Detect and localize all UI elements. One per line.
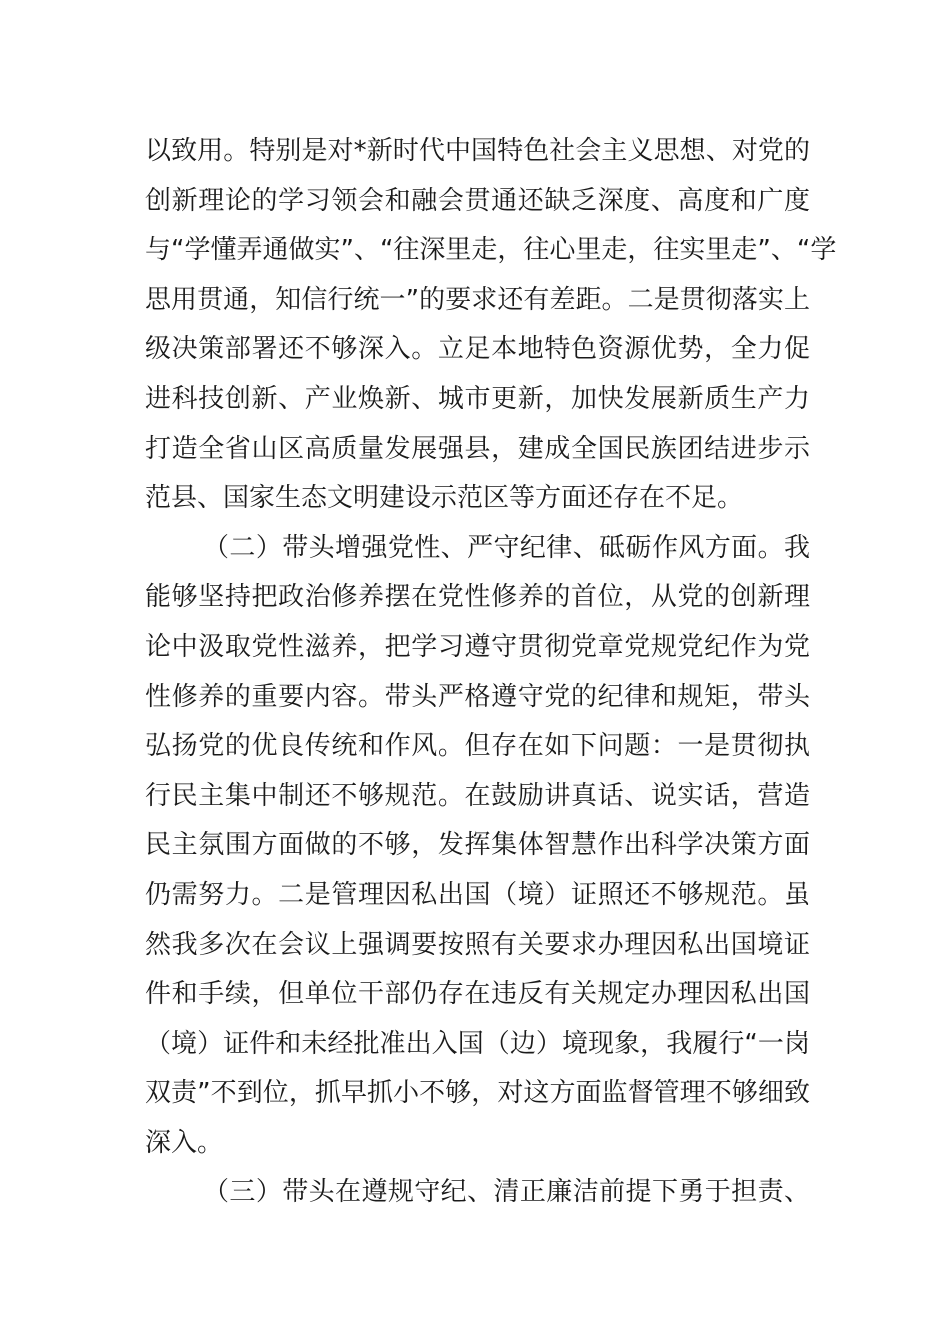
- text-line: 与“学懂弄通做实”、“往深里走，往心里走，往实里走”、“学: [145, 235, 837, 266]
- text-line: 打造全省山区高质量发展强县，建成全国民族团结进步示: [145, 433, 810, 464]
- section-heading-2: （二）带头增强党性、严守纪律、砥砺作风方面。我: [203, 532, 810, 563]
- text-line: 仍需努力。二是管理因私出国（境）证照还不够规范。虽: [145, 879, 810, 910]
- text-line: 深入。: [145, 1127, 224, 1158]
- text-line: 以致用。特别是对*新时代中国特色社会主义思想、对党的: [145, 136, 810, 166]
- text-line: （境）证件和未经批准出入国（边）境现象，我履行“一岗: [145, 1028, 810, 1059]
- text-line: 创新理论的学习领会和融会贯通还缺乏深度、高度和广度: [145, 185, 810, 216]
- text-line: 双责”不到位，抓早抓小不够，对这方面监督管理不够细致: [145, 1078, 810, 1109]
- section-heading-3: （三）带头在遵规守纪、清正廉洁前提下勇于担责、: [203, 1177, 810, 1208]
- text-line: 件和手续，但单位干部仍存在违反有关规定办理因私出国: [145, 979, 810, 1010]
- text-line: 级决策部署还不够深入。立足本地特色资源优势，全力促: [145, 334, 810, 365]
- text-line: 范县、国家生态文明建设示范区等方面还存在不足。: [145, 483, 744, 514]
- text-line: 进科技创新、产业焕新、城市更新，加快发展新质生产力: [145, 383, 810, 414]
- text-line: 弘扬党的优良传统和作风。但存在如下问题：一是贯彻执: [145, 731, 810, 762]
- text-line: 思用贯通，知信行统一”的要求还有差距。二是贯彻落实上: [145, 284, 810, 315]
- text-line: 民主氛围方面做的不够，发挥集体智慧作出科学决策方面: [145, 830, 810, 861]
- text-line: 能够坚持把政治修养摆在党性修养的首位，从党的创新理: [145, 582, 810, 613]
- body-text: [145, 127, 837, 1218]
- text-line: 行民主集中制还不够规范。在鼓励讲真话、说实话，营造: [145, 780, 810, 811]
- text-line: 然我多次在会议上强调要按照有关要求办理因私出国境证: [145, 929, 810, 960]
- text-line: 性修养的重要内容。带头严格遵守党的纪律和规矩，带头: [145, 681, 810, 712]
- text-line: 论中汲取党性滋养，把学习遵守贯彻党章党规党纪作为党: [145, 631, 810, 662]
